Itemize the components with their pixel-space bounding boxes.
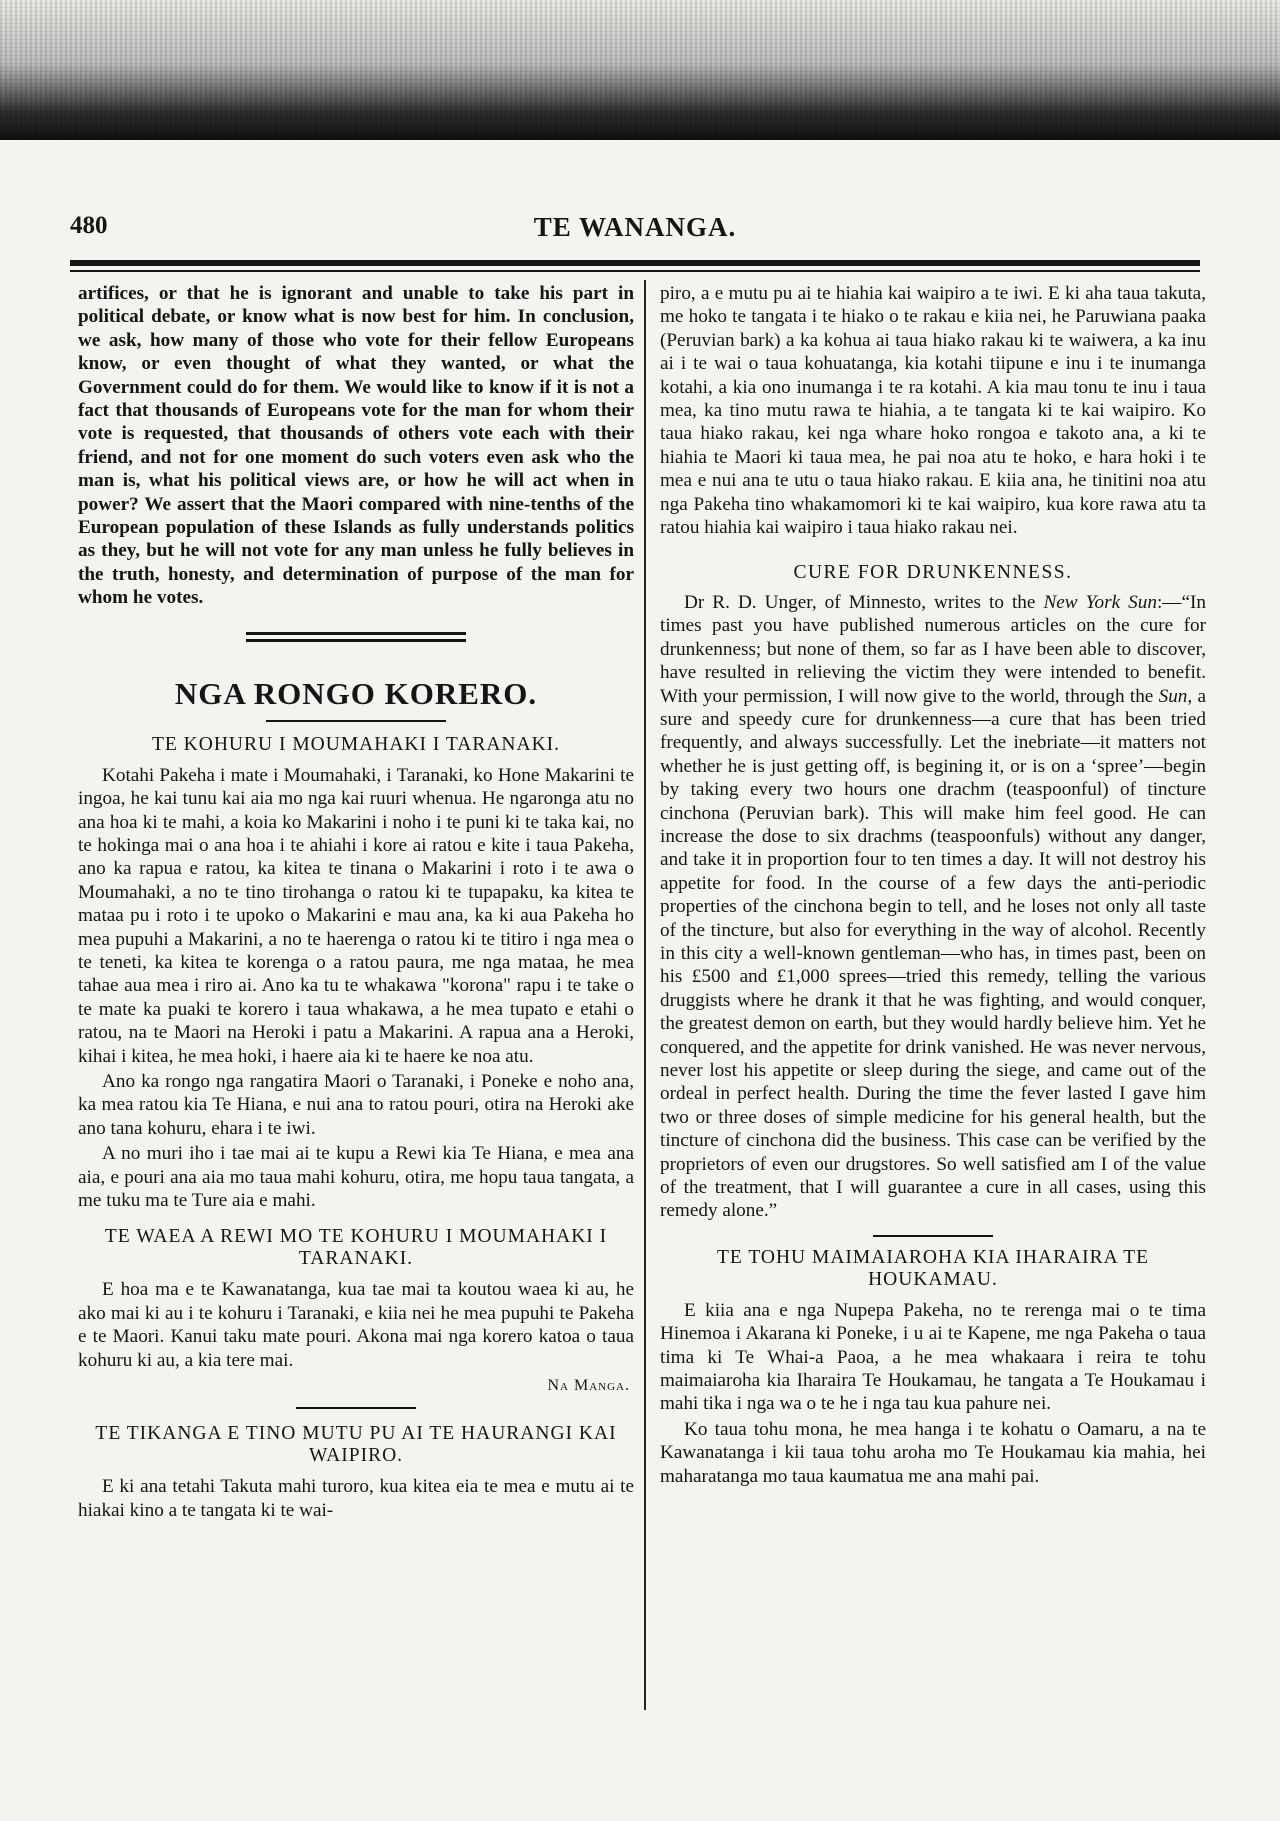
section-title: NGA RONGO KORERO. <box>174 675 538 711</box>
page-number: 480 <box>70 212 108 239</box>
article-paragraph: E kiia ana e nga Nupepa Pakeha, no te rerenga mai o te tima Hinemoa i Akarana ki Poneke, i u ai te Kapene, me nga Pakeha o taua tima ki Te Whai-a Paoa, a he mea whakaara i reira te tohu maimaiaroha kia Iharaira Te Houkamau, he tangata a Te Houkamau i mahi tika i nga wa o te he i nga tau kua pahure nei. <box>660 1299 1206 1415</box>
header-rule <box>70 260 1200 266</box>
article-heading-kohuru: TE KOHURU I MOUMAHAKI I TARANAKI. <box>151 733 561 755</box>
article-heading-waea: TE WAEA A REWI MO TE KOHURU I MOUMAHAKI I TARANAKI. <box>104 1226 608 1270</box>
running-title: TE WANANGA. <box>533 212 737 242</box>
section-separator <box>246 632 466 642</box>
cure-body: , a sure and speedy cure for drunkenness—a cure that has been tried frequently, and always successfully. Let the inebriate—it matters not whether he is just getting off, is begining it, or is on a ‘spree’—begin by taking every two hours one drachm (teaspoonful) of tincture cinchona (Peruvian bark). This will make him feel good. He can increase the dose to six drachms (teaspoonfuls) without any danger, and take it in proportion four to ten times a day. It will not destroy his appetite for food. In the course of a few days the anti-periodic properties of the cinchona begin to tell, and he loses not only all taste of the tincture, but also for everything in the way of alcohol. Recently in this city a well-known gentleman—who has, in times past, been on his £500 and £1,000 sprees—tried this remedy, telling the various druggists where he drank it that he was fighting, and would conquer, the greatest demon on earth, but they would hardly believe him. Yet he conquered, and the appetite for drink vanished. He was never nervous, never lost his appetite or sleep during the siege, and came out of the ordeal in perfect health. During the time the fever lasted I gave him two or three doses of simple medicine for his general health, but the tincture of cinchona did the business. This case can be verified by the proprietors of even our drugstores. So well satisfied am I of the value of the treatment, that I will guarantee a cure in all cases, using this remedy alone.” <box>660 685 1206 1222</box>
article-heading-houkamau: TE TOHU MAIMAIAROHA KIA IHARAIRA TE HOUKAMAU. <box>716 1246 1150 1290</box>
cure-paragraph <box>660 591 1206 1223</box>
page-header <box>70 212 1200 252</box>
article-paragraph: E hoa ma e te Kawanatanga, kua tae mai ta koutou waea ki au, he ako mai ki au i te kohuru i Taranaki, e kiia nei he mea pupuhi te Pakeha e te Maori. Kanui taku mate pouri. Akona mai nga korero katoa o taua kohuru ki au, a kia tere mai. <box>78 1279 634 1371</box>
article-paragraph: Ko taua tohu mona, he mea hanga i te kohatu o Oamaru, a na te Kawanatanga i kii taua tohu aroha mo Te Houkamau kia mahia, hei maharatanga mo taua kaumatua me ana mahi pai. <box>660 1418 1206 1487</box>
signature: Na Manga. <box>547 1377 630 1395</box>
newspaper-short-name: Sun <box>1158 685 1188 707</box>
right-column <box>660 282 1206 1490</box>
cure-intro: Dr R. D. Unger, of Minnesto, writes to the <box>684 591 1044 613</box>
article-paragraph: E ki ana tetahi Takuta mahi turoro, kua kitea eia te mea e mutu ai te hiakai kino a te tangata ki te wai- <box>78 1476 634 1521</box>
left-column <box>78 282 634 1524</box>
header-rule-thin <box>70 270 1200 272</box>
article-paragraph: A no muri iho i tae mai ai te kupu a Rewi kia Te Hiana, e mea ana aia, e pouri ana aia mo taua mahi kohuru, otira, me hopu taua tangata, a me tuku ma te Ture aia e mahi. <box>78 1143 634 1211</box>
title-rule <box>266 720 446 722</box>
cure-intro-cont: :—“In times past you have published numerous articles on the cure for drunkenness; but none of them, so far as I have been able to discover, have resulted in relieving the victim they were intended to benefit. With your permission, I will now give to the world, through the <box>660 591 1206 707</box>
right-continuation-paragraph: piro, a e mutu pu ai te hiahia kai waipiro a te iwi. E ki aha taua takuta, me hoko te tangata i te hiako o te rakau e kiia nei, he Paruwiana paaka (Peruvian bark) a ka kohua ai taua hiako rakau ki te waiwera, a ka inu ai i te wai o taua kohuatanga, kia kotahi tiipune e inu i te inumanga kotahi, a kia ono inumanga i te ra kotahi. A kia mau tonu te inu i taua mea, ka tino mutu rawa te hiahia, a te tangata ki te kai waipiro. Ko taua hiako rakau, kei nga whare hoko rongoa e takoto ana, a ki te hiahia te Maori ki taua mea, he pai noa atu te hoko, e hara hoki i te mea e nui ana te utu o taua hiako rakau. E kiia ana, he tinitini noa atu nga Pakeha tino whakamomori ki te kai waipiro, kua kore rawa atu ta ratou hiahia kai waipiro i taua hiako rakau nei. <box>660 283 1206 539</box>
newspaper-name: New York Sun <box>1043 591 1157 613</box>
column-divider <box>644 280 646 1710</box>
article-paragraph: Ano ka rongo nga rangatira Maori o Taranaki, i Poneke e noho ana, ka mea ratou kia Te Hiana, e nui ana to ratou pouri, otira na Heroki ake ano tana kohuru, ehara i te iwi. <box>78 1070 634 1139</box>
article-heading-tikanga: TE TIKANGA E TINO MUTU PU AI TE HAURANGI KAI WAIPIRO. <box>95 1423 617 1467</box>
left-continuation-paragraph: artifices, or that he is ignorant and unable to take his part in political debate, or know what is now best for him. In conclusion, we ask, how many of those who vote for their fellow Europeans know, or even thought of what they wanted, or what the Government could do for them. We would like to know if it is not a fact that thousands of Europeans vote for the man for whom their vote is requested, that thousands of others vote each with their friend, and not for one moment do such voters even ask who the man is, what his political views are, or how he will act when in power? We assert that the Maori compared with nine-tenths of the European population of these Islands as fully understands politics as they, but he will not vote for any man unless he fully believes in the truth, honesty, and determination of purpose of the man for whom he votes. <box>78 283 634 609</box>
article-separator <box>296 1407 416 1409</box>
article-separator <box>873 1235 993 1237</box>
scan-margin-band <box>0 0 1280 140</box>
article-paragraph: Kotahi Pakeha i mate i Moumahaki, i Taranaki, ko Hone Makarini te ingoa, he kai tunu kai aia mo nga kai ruuri whenua. He ngaronga atu no ana hoa ki te mahi, a koia ko Makarini i noho i te puni ki te taka kai, no te hokinga mai o ana hoa i te ahiahi i kore ai ratou e kite i taua Pakeha, ano ka rapua e ratou, ka kitea te tinana o Makarini i roto i te awa o Moumahaki, a no te tino tirohanga o ratou ki te tupapaku, ka kitea te mataa pu i roto i te upoko o Makarini e mau ana, ka ki aua Pakeha ho mea pupuhi a Makarini, a no te haerenga o ratou ki te titiro i nga mea o te teneti, ka kitea te korenga o a ratou paura, me nga mataa, he mea tahae aua mea i riro ai. Ano ka tu te whakawa "korona" rapu i te take o te mate ka puaki te korero i taua whakawa, a he mea tupato e etahi o ratou, na te Maori na Heroki i patu a Makarini. A rapua ana a Heroki, kihai i kitea, he mea hoki, i haere aia ki te haere ke noa atu. <box>78 764 634 1067</box>
article-heading-cure: CURE FOR DRUNKENNESS. <box>793 562 1073 584</box>
